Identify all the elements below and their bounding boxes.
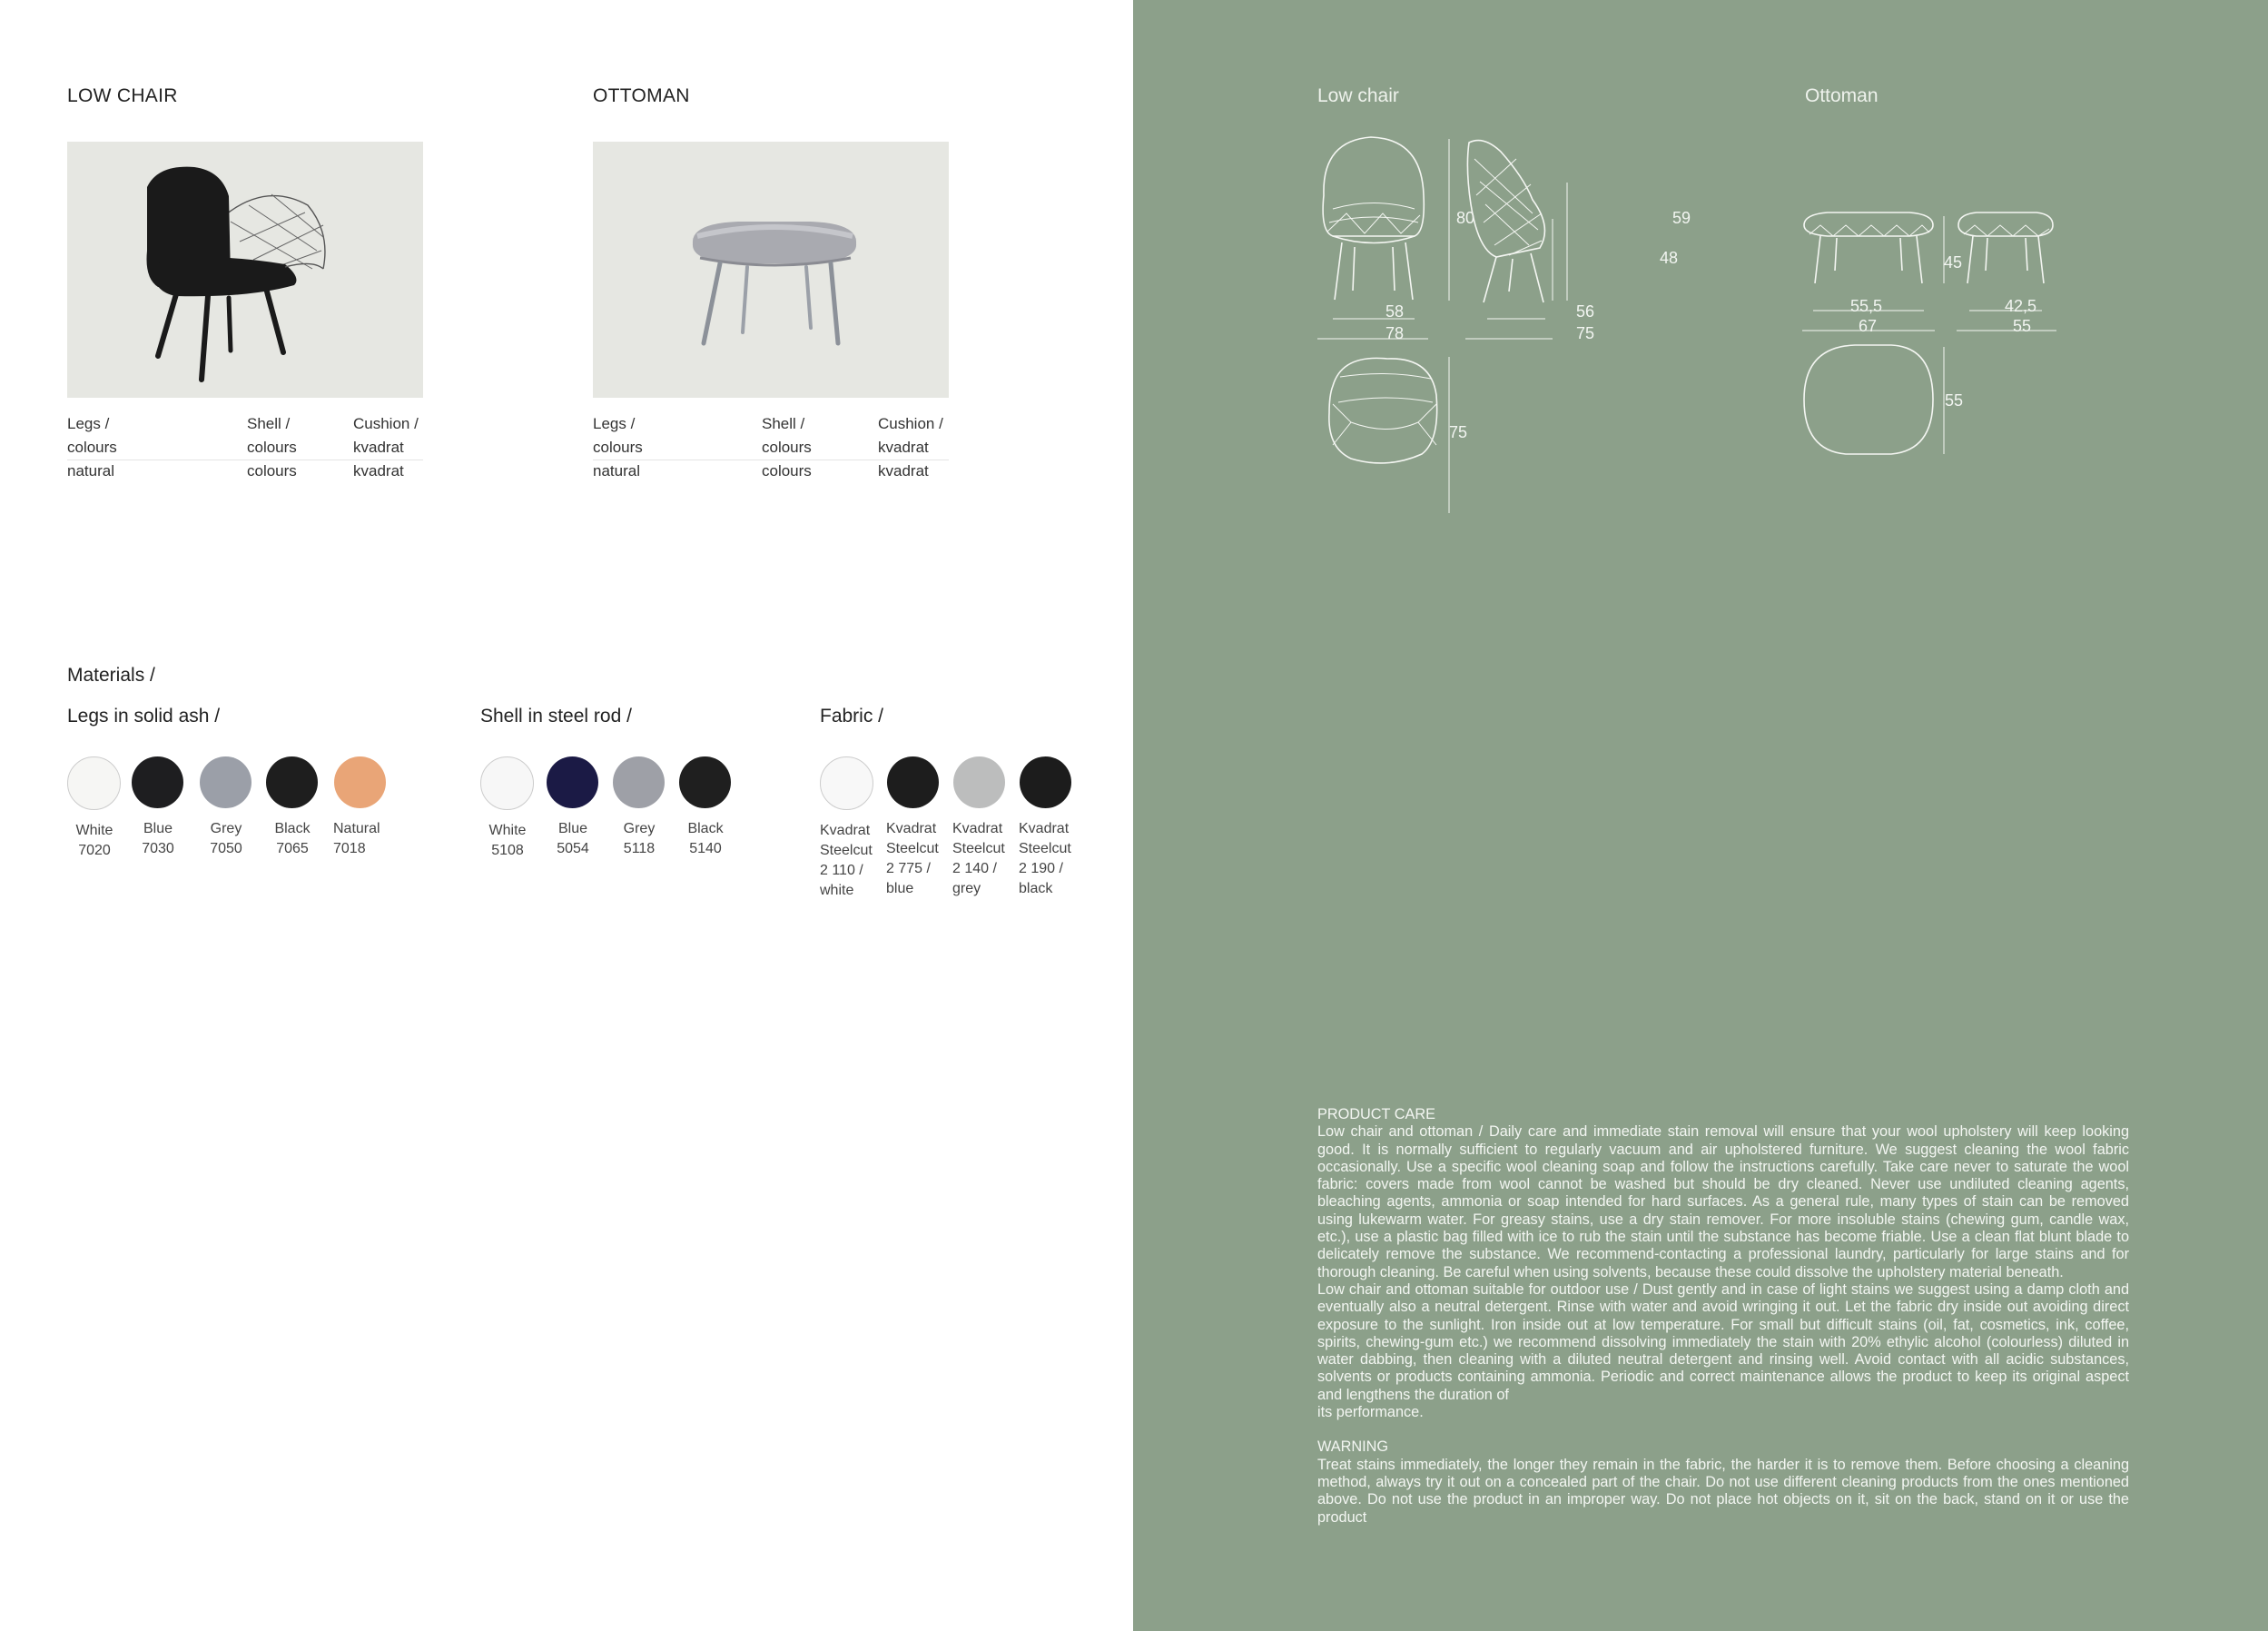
fabric-materials-title: Fabric / [820, 706, 884, 727]
swatch-name: Blue [557, 821, 588, 836]
spec-label: Cushion / [353, 415, 419, 432]
dim-low-chair-side-inner: 56 [1576, 302, 1595, 321]
care-paragraph-2: Low chair and ottoman suitable for outdoor use / Dust gently and in case of light stains we suggest using a damp cloth and eventually also a neutral detergent. Rinse with water and avoid wringing it out. Let the fabric dry inside out avoiding direct exposure to the sunlight. Iron inside out at low temperature. For small but difficult stains (oil, fat, cosmetics, ink, coffee, spirits, chewing-gum etc.) we recommend dissolving immediately the stain with 20% ethylic alcohol (colourless) diluted in water dabbing, then cleaning with a diluted neutral detergent and rinsing well. Avoid contact with all acidic substances, solvents or products containing ammonia. Periodic and correct maintenance allows the product to keep its original aspect and lengthens the duration of [1317, 1280, 2129, 1403]
warning-title: WARNING [1317, 1438, 1389, 1456]
dim-ottoman-height: 45 [1944, 253, 1963, 272]
spec-label: Shell / [247, 415, 291, 432]
spec-value: colours [762, 439, 812, 456]
low-chair-drawing [1315, 132, 1750, 522]
swatch-name: White [75, 823, 113, 838]
care-paragraph-2-end: its performance. [1317, 1404, 1424, 1421]
swatch-color-name: white [820, 883, 854, 898]
swatch-code: 5054 [557, 841, 589, 856]
swatch-item[interactable] [199, 756, 253, 859]
swatch-name: Kvadrat [1019, 821, 1070, 836]
swatch-name: Natural [333, 821, 380, 836]
ottoman-photo [593, 142, 949, 398]
spec-legs [593, 412, 643, 483]
dim-low-chair-front-inner: 58 [1385, 302, 1405, 321]
swatch-item[interactable] [612, 756, 666, 859]
legs-swatch-list [67, 756, 412, 865]
swatch-color[interactable] [200, 756, 251, 808]
materials-title: Materials / [67, 665, 155, 686]
low-chair-title: LOW CHAIR [67, 85, 178, 106]
swatch-item[interactable] [1019, 756, 1079, 899]
swatch-color[interactable] [1020, 756, 1071, 808]
swatch-item[interactable] [886, 756, 946, 899]
swatch-code: 5118 [623, 841, 656, 856]
spec-cushion [353, 412, 419, 483]
care-title: PRODUCT CARE [1317, 1106, 1435, 1122]
dim-low-chair-seat-height: 48 [1660, 249, 1679, 267]
swatch-code: 2 775 / [886, 861, 931, 876]
swatch-color-name: black [1019, 881, 1053, 896]
dim-ottoman-front-outer: 67 [1859, 317, 1878, 335]
swatch-color[interactable] [679, 756, 731, 808]
spec-value: colours [247, 462, 297, 479]
ottoman-drawing [1800, 200, 2091, 472]
swatch-name: Grey [210, 821, 242, 836]
swatch-item[interactable] [480, 756, 535, 861]
spec-label: Cushion / [878, 415, 943, 432]
swatch-code: 5108 [491, 843, 524, 858]
swatch-color[interactable] [953, 756, 1005, 808]
fabric-swatch-list [820, 756, 1092, 902]
swatch-item[interactable] [67, 756, 122, 861]
dim-ottoman-top-depth: 55 [1945, 391, 1964, 410]
spec-value: natural [67, 462, 114, 479]
spec-shell [762, 412, 812, 483]
swatch-name: Grey [623, 821, 656, 836]
swatch-color[interactable] [480, 756, 534, 810]
low-chair-photo [67, 142, 423, 398]
dim-ottoman-title: Ottoman [1805, 85, 1878, 106]
ottoman-title: OTTOMAN [593, 85, 690, 106]
swatch-item[interactable] [820, 756, 880, 901]
swatch-item[interactable] [333, 756, 393, 859]
swatch-color-name: grey [952, 881, 981, 896]
swatch-code: 2 190 / [1019, 861, 1063, 876]
swatch-name: Steelcut [952, 841, 1005, 856]
swatch-code: 7065 [276, 841, 309, 856]
spec-value: kvadrat [353, 439, 404, 456]
spec-shell [247, 412, 297, 483]
dim-low-chair-top-depth: 75 [1449, 423, 1468, 441]
swatch-code: 5140 [689, 841, 722, 856]
care-paragraph-1: Low chair and ottoman / Daily care and immediate stain removal will ensure that your wool upholstery will keep looking good. It is normally sufficient to regularly vacuum and air upholstered furniture. We suggest cleaning the wool fabric occasionally. Use a specific wool cleaning soap and follow the instructions carefully. Take care never to saturate the wool fabric: covers made from wool cannot be washed but should be dry cleaned. Never use undiluted cleaning agents, bleaching agents, ammonia or soap intended for hard surfaces. As a general rule, many types of stain can be removed using lukewarm water. For greasy stains, use a dry stain remover. For more insoluble stains (chewing gum, candle wax, etc.), use a plastic bag filled with ice to rub the stain until the substance has become friable. Use a clean flat blunt blade to delicately remove the substance. We recommend-contacting a professional laundry, particularly for large stains and for thorough cleaning. Be careful when using solvents, because these could dissolve the upholstery material beneath. [1317, 1123, 2129, 1280]
spec-label: Shell / [762, 415, 805, 432]
swatch-item[interactable] [952, 756, 1012, 899]
spec-value: kvadrat [878, 439, 929, 456]
swatch-color[interactable] [547, 756, 598, 808]
dim-low-chair-side-outer: 75 [1576, 324, 1595, 342]
dim-low-chair-front-outer: 78 [1385, 324, 1405, 342]
spec-label: Legs / [593, 415, 636, 432]
right-page [1133, 0, 2268, 1631]
spec-label: Legs / [67, 415, 110, 432]
swatch-item[interactable] [131, 756, 185, 859]
spec-cushion [878, 412, 943, 483]
ottoman-image [593, 142, 949, 398]
spec-value: kvadrat [878, 462, 929, 479]
dim-low-chair-arm-height: 59 [1672, 209, 1691, 227]
spec-value: colours [593, 439, 643, 456]
swatch-code: 7018 [333, 841, 366, 856]
swatch-code: 2 110 / [820, 863, 863, 878]
swatch-name: Steelcut [1019, 841, 1071, 856]
spec-value: colours [762, 462, 812, 479]
shell-materials-title: Shell in steel rod / [480, 706, 632, 727]
dim-low-chair-title: Low chair [1317, 85, 1399, 106]
swatch-color[interactable] [67, 756, 121, 810]
swatch-name: Blue [143, 821, 173, 836]
swatch-name: White [488, 823, 527, 838]
product-care [1317, 1106, 2129, 1527]
shell-swatch-list [480, 756, 753, 865]
swatch-name: Kvadrat [952, 821, 1003, 836]
swatch-color-name: blue [886, 881, 914, 896]
swatch-color[interactable] [887, 756, 939, 808]
warning-text: Treat stains immediately, the longer they remain in the fabric, the harder it is to remove them. Before choosing a cleaning method, always try it out on a concealed part of the chair. Do not use different cleaning products from the ones mentioned above. Do not use the product in an improper way. Do not place hot objects on it, sit on the back, stand on it or use the product [1317, 1456, 2129, 1526]
spec-value: kvadrat [353, 462, 404, 479]
legs-materials-title: Legs in solid ash / [67, 706, 221, 727]
spec-legs [67, 412, 117, 483]
swatch-code: 7050 [210, 841, 242, 856]
swatch-color[interactable] [266, 756, 318, 808]
left-page [0, 0, 1133, 1631]
swatch-name: Steelcut [886, 841, 939, 856]
dim-ottoman-side-outer: 55 [2013, 317, 2032, 335]
swatch-color[interactable] [132, 756, 183, 808]
swatch-name: Steelcut [820, 843, 873, 858]
spec-value: natural [593, 462, 640, 479]
swatch-name: Black [274, 821, 311, 836]
swatch-name: Kvadrat [886, 821, 937, 836]
swatch-name: Black [687, 821, 724, 836]
dim-low-chair-height: 80 [1456, 209, 1475, 227]
swatch-code: 2 140 / [952, 861, 997, 876]
spec-value: colours [67, 439, 117, 456]
swatch-color[interactable] [820, 756, 873, 810]
low-chair-image [67, 142, 423, 398]
swatch-code: 7020 [78, 843, 111, 858]
swatch-name: Kvadrat [820, 823, 871, 838]
swatch-color[interactable] [334, 756, 386, 808]
swatch-item[interactable] [678, 756, 733, 859]
swatch-color[interactable] [613, 756, 665, 808]
swatch-item[interactable] [546, 756, 600, 859]
dim-ottoman-side-inner: 42,5 [2005, 297, 2037, 315]
spec-value: colours [247, 439, 297, 456]
swatch-item[interactable] [265, 756, 320, 859]
dim-ottoman-front-inner: 55,5 [1850, 297, 1883, 315]
swatch-code: 7030 [142, 841, 174, 856]
